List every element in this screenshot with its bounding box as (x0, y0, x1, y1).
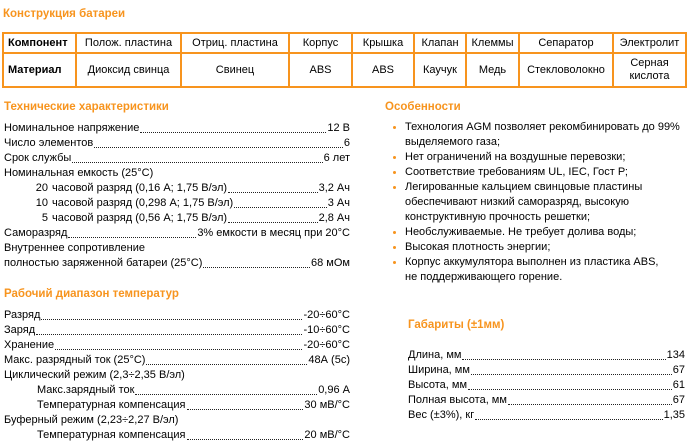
spec-label: Буферный режим (2,23÷2,27 В/эл) (4, 414, 179, 426)
spec-label: Саморазряд (4, 227, 68, 239)
bullet-icon (393, 231, 396, 234)
dot-leader (135, 383, 317, 395)
dot-leader (140, 121, 326, 133)
bullet-icon (393, 186, 396, 189)
spec-value: 3,2 Ач (318, 182, 350, 194)
spec-label: Хранение (4, 339, 55, 351)
dot-leader (187, 398, 304, 410)
spec-line-discharge-temp (4, 308, 350, 323)
spec-label: Циклический режим (2,3÷2,35 В/эл) (4, 369, 185, 381)
table-cell-positive-plate: Диоксид свинца (76, 53, 181, 87)
section-title-tech-specs: Технические характеристики (4, 101, 169, 113)
dot-leader (228, 181, 317, 193)
dot-leader (146, 353, 307, 365)
spec-label: Высота, мм (408, 379, 468, 391)
bullet-icon (393, 156, 396, 159)
table-header-positive-plate: Полож. пластина (76, 33, 181, 53)
table-cell-material-label: Материал (3, 53, 76, 87)
spec-value: 30 мВ/°С (304, 399, 350, 411)
spec-line-height (408, 378, 685, 393)
feature-text: Технология AGM позволяет рекомбинировать до 99% выделяемого газа; (405, 121, 680, 148)
spec-label: Ширина, мм (408, 364, 470, 376)
dot-leader (203, 256, 310, 268)
spec-line-max-charge-current (37, 383, 350, 398)
feature-item-agm (385, 120, 685, 150)
spec-line-internal-resistance (4, 256, 350, 271)
table-cell-case: ABS (289, 53, 352, 87)
spec-label: Длина, мм (408, 349, 462, 361)
feature-text: Высокая плотность энергии; (405, 241, 551, 253)
spec-label: Число элементов (4, 137, 94, 149)
spec-number: 5 (41, 212, 48, 224)
spec-value: 68 мОм (311, 257, 350, 269)
spec-value: 134 (666, 349, 685, 361)
spec-line-length (408, 348, 685, 363)
spec-value: -20÷60°С (303, 309, 350, 321)
spec-subheader-nominal-capacity (4, 166, 350, 181)
spec-label: Полная высота, мм (408, 394, 507, 406)
dot-leader (72, 151, 322, 163)
dot-leader (475, 408, 662, 420)
table-cell-electrolyte: Серная кислота (613, 53, 686, 87)
spec-line-storage-temp (4, 338, 350, 353)
spec-line-self-discharge (4, 226, 350, 241)
spec-label: часовой разряд (0,298 А; 1,75 В/эл) (52, 197, 234, 209)
table-cell-separator: Стекловолокно (519, 53, 613, 87)
table-header-component: Компонент (3, 33, 76, 53)
spec-label: Номинальная емкость (25°С) (4, 167, 154, 179)
dot-leader (41, 308, 302, 320)
section-title-features: Особенности (385, 101, 461, 113)
feature-text: Нет ограничений на воздушные перевозки; (405, 151, 626, 163)
spec-subheader-internal-resistance (4, 241, 350, 256)
dot-leader (234, 196, 327, 208)
spec-number: 10 (35, 197, 48, 209)
spec-label: часовой разряд (0,16 А; 1,75 В/эл) (52, 182, 228, 194)
spec-line-temp-compensation-cyclic (37, 398, 350, 413)
spec-line-temp-compensation-float (37, 428, 350, 443)
spec-number: 20 (35, 182, 48, 194)
spec-label: Макс. разрядный ток (25°С) (4, 354, 146, 366)
table-header-negative-plate: Отриц. пластина (181, 33, 289, 53)
spec-line-max-discharge-current (4, 353, 350, 368)
table-header-terminals: Клеммы (466, 33, 519, 53)
dot-leader (36, 323, 302, 335)
spec-line-total-height (408, 393, 685, 408)
feature-item-maintenance-free (385, 225, 685, 240)
spec-label: Внутреннее сопротивление (4, 242, 145, 254)
spec-value: 1,35 (663, 409, 685, 421)
feature-text: Легированные кальцием свинцовые пластины обеспечивают низкий саморазряд, высокую конструктивную прочность решетки; (405, 181, 643, 223)
section-title-temperature-range: Рабочий диапазон температур (4, 288, 179, 300)
spec-line-service-life (4, 151, 350, 166)
spec-label: часовой разряд (0,56 А; 1,75 В/эл) (52, 212, 228, 224)
spec-value: 3 Ач (327, 197, 350, 209)
spec-value: 2,8 Ач (318, 212, 350, 224)
feature-item-abs-case (385, 255, 685, 285)
feature-text: Необслуживаемые. Не требует долива воды; (405, 226, 637, 238)
spec-line-5h-discharge (34, 211, 350, 226)
spec-value: 6 лет (323, 152, 350, 164)
spec-line-10h-discharge (34, 196, 350, 211)
table-header-case: Корпус (289, 33, 352, 53)
spec-label: полностью заряженной батареи (25°С) (4, 257, 203, 269)
construction-table (2, 32, 687, 88)
dot-leader (508, 393, 672, 405)
spec-label: Разряд (4, 309, 41, 321)
table-cell-terminals: Медь (466, 53, 519, 87)
bullet-icon (393, 246, 396, 249)
table-header-electrolyte: Электролит (613, 33, 686, 53)
spec-value: 67 (672, 394, 685, 406)
feature-item-calcium-plates (385, 180, 685, 225)
spec-value: 0,96 А (318, 384, 350, 396)
spec-label: Макс.зарядный ток (37, 384, 135, 396)
feature-text: Корпус аккумулятора выполнен из пластика ABS, не поддерживающего горение. (405, 256, 659, 283)
spec-value: 67 (672, 364, 685, 376)
dot-leader (187, 428, 304, 440)
dot-leader (228, 211, 317, 223)
spec-line-weight (408, 408, 685, 423)
spec-value: -20÷60°С (303, 339, 350, 351)
spec-line-width (408, 363, 685, 378)
spec-subheader-cyclic-mode (4, 368, 350, 383)
feature-item-standards (385, 165, 685, 180)
spec-label: Вес (±3%), кг (408, 409, 475, 421)
table-cell-negative-plate: Свинец (181, 53, 289, 87)
spec-subheader-float-mode (4, 413, 350, 428)
spec-value: 48А (5с) (308, 354, 350, 366)
dot-leader (94, 136, 343, 148)
table-header-separator: Сепаратор (519, 33, 613, 53)
spec-value: 3% емкости в месяц при 20°С (197, 227, 350, 239)
spec-line-20h-discharge (34, 181, 350, 196)
feature-item-energy-density (385, 240, 685, 255)
table-cell-valve: Каучук (414, 53, 466, 87)
table-header-row (3, 33, 686, 53)
dot-leader (55, 338, 302, 350)
spec-value: -10÷60°С (303, 324, 350, 336)
feature-text: Соответствие требованиям UL, IEC, Гост Р; (405, 166, 628, 178)
table-header-cover: Крышка (352, 33, 414, 53)
table-row-material (3, 53, 686, 87)
spec-line-cell-count (4, 136, 350, 151)
dot-leader (68, 226, 196, 238)
section-title-construction: Конструкция батареи (3, 8, 126, 20)
dot-leader (471, 363, 672, 375)
section-title-dimensions: Габариты (±1мм) (408, 319, 505, 331)
spec-line-charge-temp (4, 323, 350, 338)
spec-value: 12 В (327, 122, 350, 134)
table-cell-cover: ABS (352, 53, 414, 87)
right-column (385, 88, 685, 443)
spec-label: Заряд (4, 324, 36, 336)
left-column (4, 88, 350, 443)
bullet-icon (393, 261, 396, 264)
spec-value: 61 (672, 379, 685, 391)
feature-item-air-transport (385, 150, 685, 165)
spec-label: Температурная компенсация (37, 429, 186, 441)
dimensions-block (408, 348, 685, 423)
dot-leader (468, 378, 672, 390)
table-header-valve: Клапан (414, 33, 466, 53)
spec-value: 20 мВ/°С (304, 429, 350, 441)
two-column-area (4, 88, 689, 443)
spec-label: Номинальное напряжение (4, 122, 140, 134)
spec-label: Температурная компенсация (37, 399, 186, 411)
spec-label: Срок службы (4, 152, 72, 164)
bullet-icon (393, 126, 396, 129)
bullet-icon (393, 171, 396, 174)
spec-value: 6 (343, 137, 350, 149)
spec-line-nominal-voltage (4, 121, 350, 136)
dot-leader (462, 348, 665, 360)
